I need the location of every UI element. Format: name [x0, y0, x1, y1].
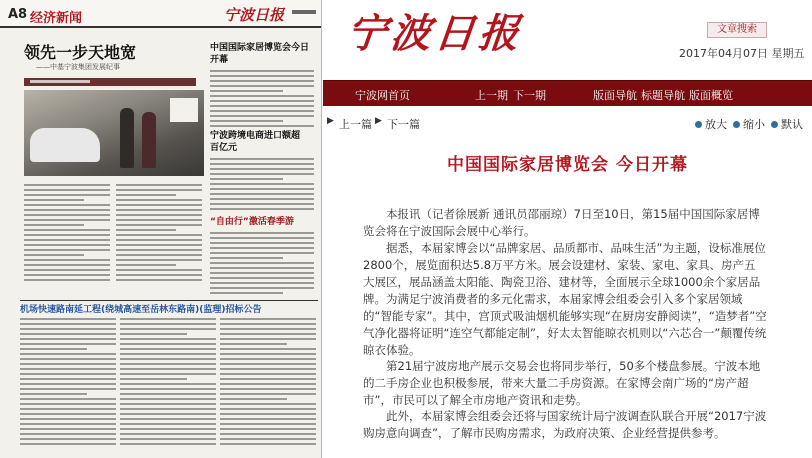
- ad-title[interactable]: 机场快速路南延工程(绕城高速至岳林东路南)(监理)招标公告: [20, 305, 262, 315]
- lead-story-text-col2: [116, 184, 202, 284]
- newspaper-logo-small: 宁波日报: [224, 6, 285, 24]
- barcode-mark: [292, 10, 316, 14]
- lead-story-text-col1: [24, 184, 110, 284]
- story-text-ecommerce: [210, 158, 314, 213]
- ad-divider: [20, 300, 318, 301]
- section-name: 经济新闻: [30, 11, 83, 26]
- story-title-ecommerce[interactable]: 宁波跨境电商进口额超百亿元: [210, 131, 301, 153]
- article-title: 中国国际家居博览会 今日开幕: [447, 155, 688, 175]
- zoom-in-label: 放大: [705, 118, 727, 131]
- reset-zoom-icon: [771, 121, 778, 128]
- newspaper-logo[interactable]: 宁波日报: [344, 10, 526, 57]
- zoom-out-button[interactable]: [733, 116, 765, 132]
- story-text-expo: [210, 70, 314, 130]
- page-header: [0, 0, 322, 28]
- tag-bar: [24, 78, 196, 86]
- page-number: A8: [8, 7, 28, 22]
- nav-section-nav[interactable]: 版面导航: [593, 89, 637, 102]
- nav-page-overview[interactable]: 版面概览: [689, 89, 733, 102]
- prev-article-arrow-icon: ▶: [327, 116, 334, 126]
- ad-text-col3: [220, 318, 316, 448]
- reset-zoom-label: 默认: [781, 118, 803, 131]
- reset-zoom-button[interactable]: [771, 116, 803, 132]
- lead-story-title[interactable]: 领先一步天地宽: [24, 43, 137, 62]
- story-title-expo[interactable]: 中国国际家居博览会今日开幕: [210, 43, 310, 65]
- article-paragraph-1: 本报讯（记者徐展新 通讯员邵丽琼）7日至10日，第15届中国国际家居博览会将在宁波国际会展中心举行。: [363, 207, 760, 238]
- nav-title-nav[interactable]: 标题导航: [641, 89, 685, 102]
- ad-text-col2: [120, 318, 216, 448]
- article-paragraph-3: 为满足宁波消费者的多元化需求，本届家博会组委会引入多个家居领域的“智能专家”。其中，宫顶式吸油烟机能够实现“在厨房安静阅读”，“造梦者”空气净化器将证明“连空气都能定制”，好太太智能晾衣机则以“六芯合一”颠覆传统晾衣体验。: [363, 292, 767, 357]
- article-paragraph-2: 据悉，本届家博会以“品牌家居、品质都市、品味生活”为主题，设标准展位2800个，展览面积达5.8万平方米。展会设建材、家装、家电、家具、房产五大展区，展品涵盖太阳能、陶瓷卫浴、建材等，全面展示全球1000余个家居品牌。: [363, 241, 766, 306]
- zoom-out-icon: [733, 121, 740, 128]
- prev-article-link[interactable]: 上一篇: [339, 118, 372, 131]
- next-article-arrow-icon: ▶: [375, 116, 382, 126]
- article-toolbar: [323, 114, 812, 132]
- lead-story-photo[interactable]: [24, 90, 204, 176]
- nav-prev-issue[interactable]: 上一期: [475, 89, 508, 102]
- top-nav-bar: [323, 80, 812, 106]
- story-text-travel: [210, 232, 314, 297]
- article-search-button[interactable]: 文章搜索: [707, 22, 767, 38]
- zoom-in-icon: [695, 121, 702, 128]
- article-paragraph-5: 此外，本届家博会组委会还将与国家统计局宁波调查队联合开展“2017宁波购房意向调查”，了解市民购房需求，为政府决策、企业经营提供参考。: [363, 409, 767, 440]
- next-article-link[interactable]: 下一篇: [387, 118, 420, 131]
- article-paragraph-4: 第21届宁波房地产展示交易会也将同步举行，50多个楼盘参展。宁波本地的二手房企业也积极参展，带来大量二手房资源。在家博会南广场的“房产超市”，市民可以了解全市房地产资讯和走势。: [363, 359, 761, 407]
- nav-home-link[interactable]: 宁波网首页: [355, 89, 410, 102]
- story-title-travel[interactable]: “自由行”激活春季游: [210, 217, 294, 227]
- zoom-in-button[interactable]: [695, 116, 727, 132]
- zoom-out-label: 缩小: [743, 118, 765, 131]
- nav-next-issue[interactable]: 下一期: [513, 89, 546, 102]
- issue-date: 2017年04月07日 星期五: [679, 47, 805, 60]
- ad-text-col1: [20, 318, 116, 448]
- lead-story-subtitle: ——中基宁波集团发展纪事: [36, 63, 120, 71]
- article-reader: [323, 0, 812, 458]
- newspaper-page-thumbnail[interactable]: [0, 0, 322, 458]
